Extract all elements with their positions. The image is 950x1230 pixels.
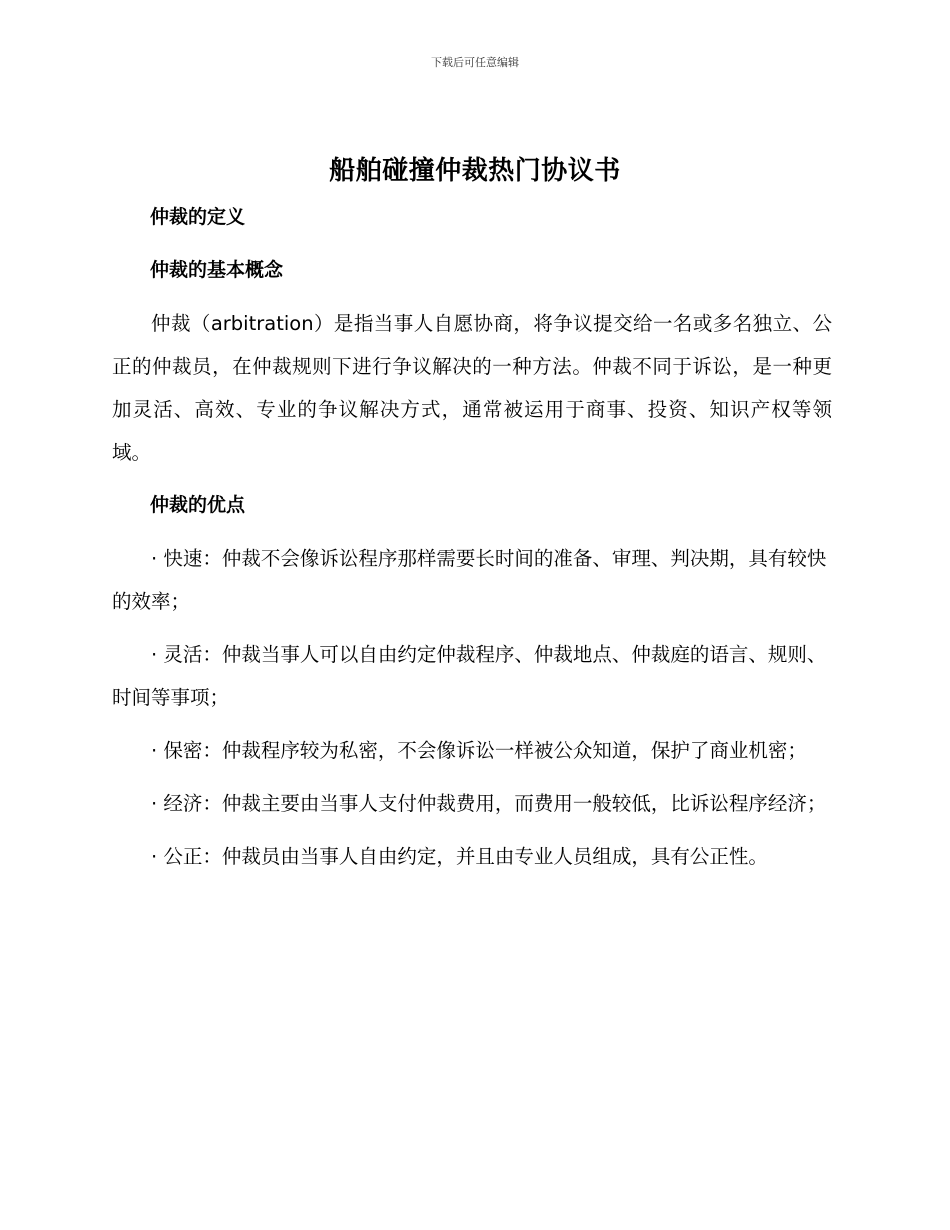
section-heading-basic-concept: 仲裁的基本概念 [150, 259, 284, 281]
advantage-item: · 经济：仲裁主要由当事人支付仲裁费用，而费用一般较低，比诉讼程序经济； [151, 792, 827, 815]
advantage-item: · 保密：仲裁程序较为私密，不会像诉讼一样被公众知道，保护了商业机密； [151, 739, 807, 762]
advantage-item: · 快速：仲裁不会像诉讼程序那样需要长时间的准备、审理、判决期，具有较快的效率； [112, 547, 827, 613]
header-note: 下载后可任意编辑 [431, 56, 519, 69]
document-title: 船舶碰撞仲裁热门协议书 [329, 156, 621, 186]
document-body [112, 196, 832, 888]
advantage-item: · 公正：仲裁员由当事人自由约定，并且由专业人员组成，具有公正性。 [151, 845, 768, 868]
basic-concept-paragraph: 仲裁（arbitration）是指当事人自愿协商，将争议提交给一名或多名独立、公正的仲裁员，在仲裁规则下进行争议解决的一种方法。仲裁不同于诉讼，是一种更加灵活、高效、专业的争议解决方式，通常被运用于商事、投资、知识产权等领域。 [112, 312, 832, 464]
section-heading-advantages: 仲裁的优点 [150, 494, 246, 516]
section-heading-definition: 仲裁的定义 [150, 206, 246, 228]
advantage-item: · 灵活：仲裁当事人可以自由约定仲裁程序、仲裁地点、仲裁庭的语言、规则、时间等事项； [112, 643, 827, 709]
